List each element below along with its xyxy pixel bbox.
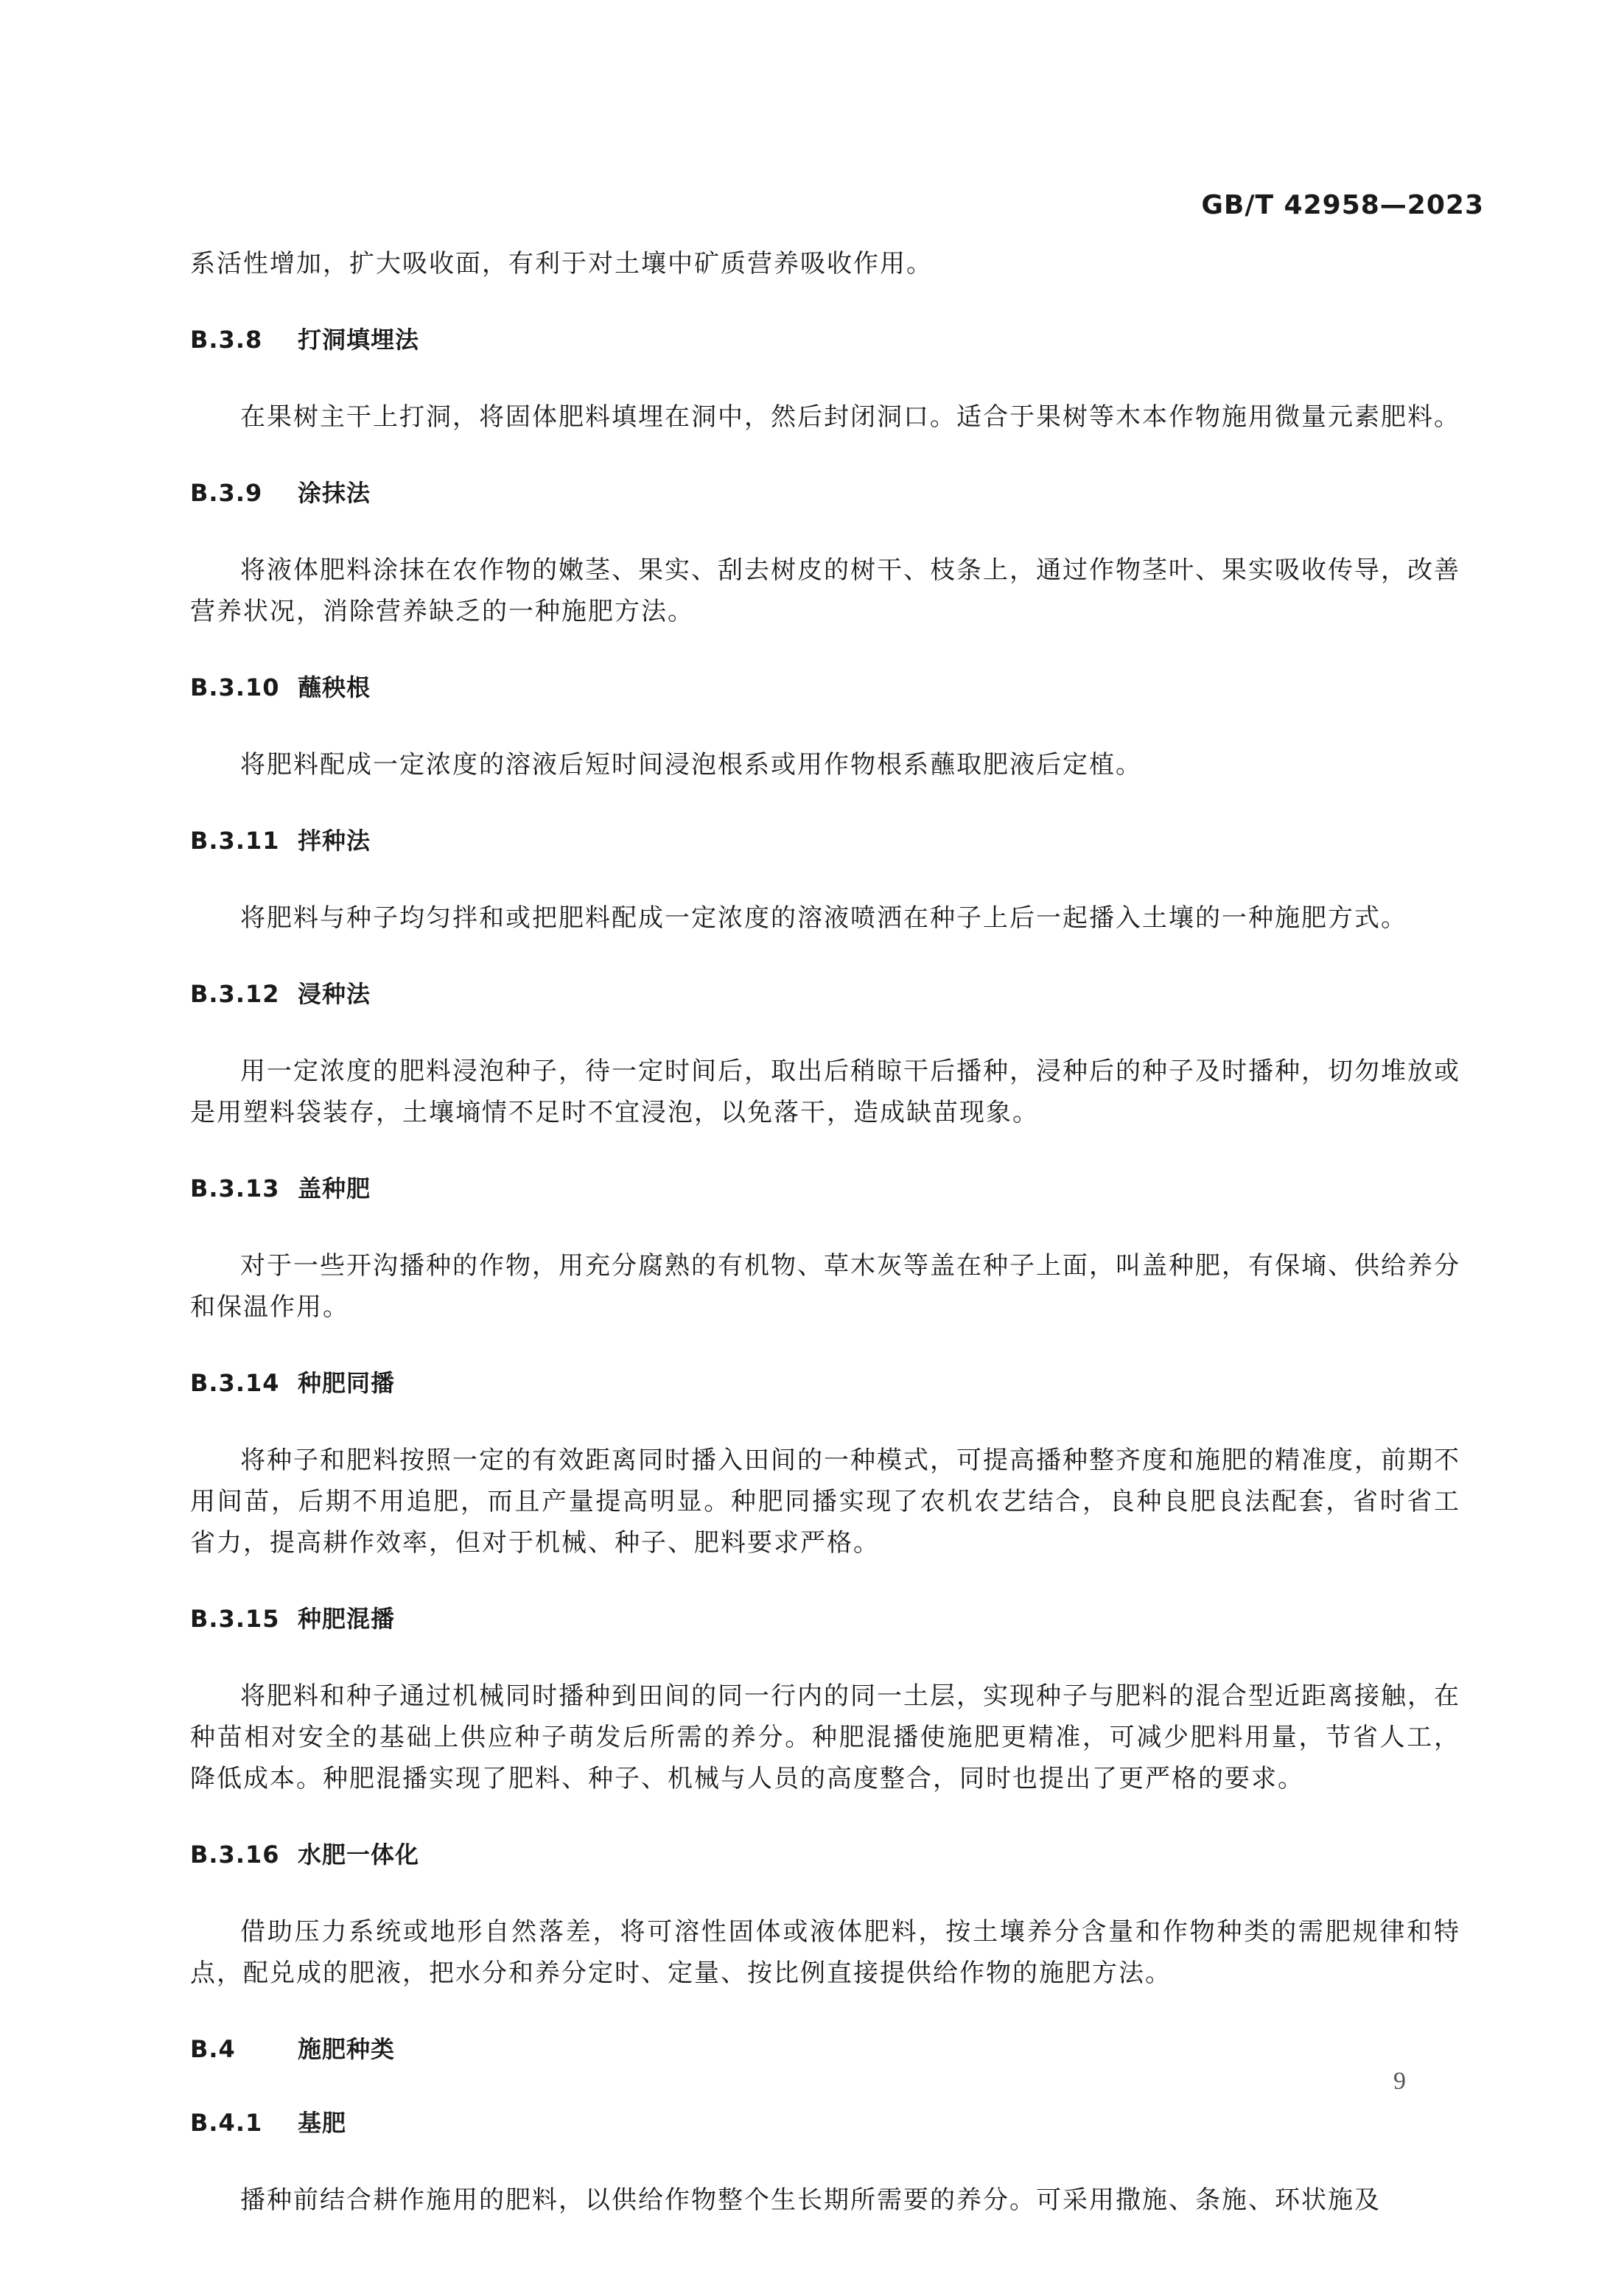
section-heading [190,669,1460,706]
section-heading [190,475,1460,511]
section-heading [190,1365,1460,1401]
section-heading [190,822,1460,859]
standard-code: GB/T 42958—2023 [1201,190,1484,220]
section-heading [190,2031,1460,2068]
section-title: 种肥混播 [298,1605,396,1633]
section-heading [190,976,1460,1012]
section-title: 蘸秧根 [298,673,371,701]
section-title: 浸种法 [298,980,371,1008]
page-number: 9 [1393,2068,1406,2095]
section-title: 盖种肥 [298,1174,371,1202]
body-paragraph: 对于一些开沟播种的作物，用充分腐熟的有机物、草木灰等盖在种子上面，叫盖种肥，有保墒、供给养分和保温作用。 [190,1251,1460,1322]
document-body [190,243,1460,2221]
body-paragraph: 将种子和肥料按照一定的有效距离同时播入田间的一种模式，可提高播种整齐度和施肥的精准度，前期不用间苗，后期不用追肥，而且产量提高明显。种肥同播实现了农机农艺结合，良种良肥良法配套，省时省工省力，提高耕作效率，但对于机械、种子、肥料要求严格。 [190,1446,1460,1558]
section-title: 水肥一体化 [298,1841,420,1869]
section-title: 打洞填埋法 [298,326,420,354]
section-title: 种肥同播 [298,1369,396,1397]
section-number: B.3.10 [190,673,280,701]
section-heading [190,1836,1460,1873]
body-paragraph: 将肥料与种子均匀拌和或把肥料配成一定浓度的溶液喷洒在种子上后一起播入土壤的一种施肥方式。 [240,903,1407,933]
body-paragraph: 借助压力系统或地形自然落差，将可溶性固体或液体肥料，按土壤养分含量和作物种类的需肥规律和特点，配兑成的肥液，把水分和养分定时、定量、按比例直接提供给作物的施肥方法。 [190,1917,1460,1988]
body-paragraph: 系活性增加，扩大吸收面，有利于对土壤中矿质营养吸收作用。 [190,249,933,279]
section-heading [190,2104,1460,2141]
section-number: B.3.12 [190,980,280,1008]
body-paragraph: 播种前结合耕作施用的肥料，以供给作物整个生长期所需要的养分。可采用撒施、条施、环状施及 [240,2185,1381,2215]
body-paragraph: 将肥料和种子通过机械同时播种到田间的同一行内的同一土层，实现种子与肥料的混合型近距离接触，在种苗相对安全的基础上供应种子萌发后所需的养分。种肥混播使施肥更精准，可减少肥料用量，节省人工，降低成本。种肥混播实现了肥料、种子、机械与人员的高度整合，同时也提出了更严格的要求。 [190,1681,1460,1793]
section-title: 拌种法 [298,827,371,855]
section-number: B.3.16 [190,1841,280,1869]
section-number: B.3.15 [190,1605,280,1633]
section-title: 施肥种类 [298,2035,396,2063]
body-paragraph: 在果树主干上打洞，将固体肥料填埋在洞中，然后封闭洞口。适合于果树等木本作物施用微量元素肥料。 [240,402,1460,432]
section-title: 基肥 [298,2109,347,2137]
section-number: B.4 [190,2035,236,2063]
section-number: B.3.14 [190,1369,280,1397]
body-paragraph: 用一定浓度的肥料浸泡种子，待一定时间后，取出后稍晾干后播种，浸种后的种子及时播种，切勿堆放或是用塑料袋装存，土壤墒情不足时不宜浸泡，以免落干，造成缺苗现象。 [190,1057,1460,1127]
section-number: B.3.9 [190,479,263,507]
body-paragraph: 将液体肥料涂抹在农作物的嫩茎、果实、刮去树皮的树干、枝条上，通过作物茎叶、果实吸收传导，改善营养状况，消除营养缺乏的一种施肥方法。 [190,556,1460,626]
section-title: 涂抹法 [298,479,371,507]
section-number: B.3.11 [190,827,280,855]
section-number: B.4.1 [190,2109,263,2137]
section-number: B.3.13 [190,1174,280,1202]
section-number: B.3.8 [190,326,263,354]
section-heading [190,1170,1460,1207]
body-paragraph: 将肥料配成一定浓度的溶液后短时间浸泡根系或用作物根系蘸取肥液后定植。 [240,750,1142,780]
section-heading [190,321,1460,358]
section-heading [190,1600,1460,1637]
